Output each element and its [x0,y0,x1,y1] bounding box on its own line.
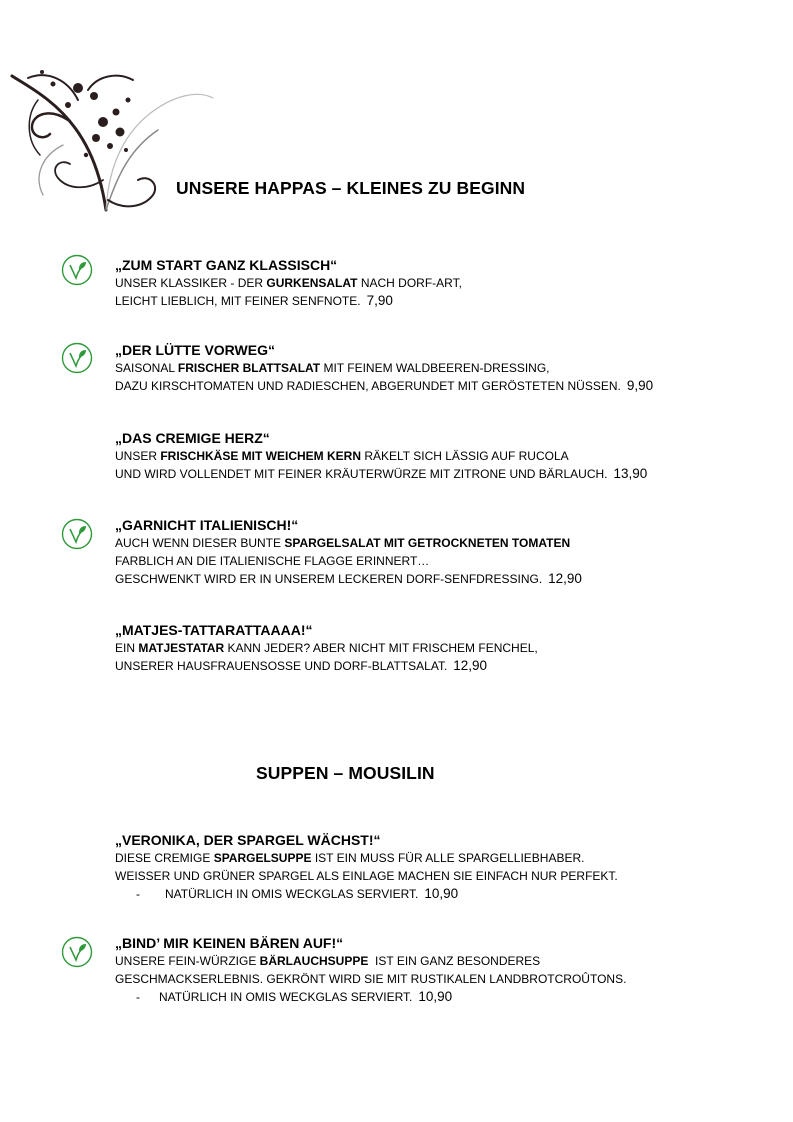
item-description-line: UNSER KLASSIKER - DER GURKENSALAT NACH DORF-ART, [115,276,462,290]
item-description-line: AUCH WENN DIESER BUNTE SPARGELSALAT MIT GETROCKNETEN TOMATEN [115,536,571,550]
item-title: „MATJES-TATTARATTAAAA!“ [115,622,313,638]
item-description-line: UNSERER HAUSFRAUENSOSSE UND DORF-BLATTSALAT. 12,90 [115,658,488,673]
menu-item-garnicht-italienisch [115,517,755,588]
item-price: 9,90 [626,378,654,393]
item-title: „DER LÜTTE VORWEG“ [115,342,275,358]
menu-item-das-cremige-herz [115,430,755,483]
menu-item-matjes-tattarattaaaa [115,622,755,675]
menu-item-veronika-spargel [115,832,755,903]
item-title: „BIND’ MIR KEINEN BÄREN AUF!“ [115,935,344,951]
vegetarian-leaf-icon [61,936,93,968]
section-title-happas: UNSERE HAPPAS – KLEINES ZU BEGINN [176,178,526,198]
vegetarian-leaf-icon [61,254,93,286]
bullet-dash: - [136,887,140,901]
item-description-line: GESCHMACKSERLEBNIS. GEKRÖNT WIRD SIE MIT RUSTIKALEN LANDBROTCROÛTONS. [115,972,627,986]
menu-item-der-luette-vorweg [115,342,755,395]
item-title: „ZUM START GANZ KLASSISCH“ [115,257,338,273]
item-price: 10,90 [424,886,459,901]
item-description-line: - NATÜRLICH IN OMIS WECKGLAS SERVIERT. 10,90 [115,885,755,903]
item-description-line: WEISSER UND GRÜNER SPARGEL ALS EINLAGE MACHEN SIE EINFACH NUR PERFEKT. [115,869,618,883]
item-price: 12,90 [548,571,582,586]
item-description-line: FARBLICH AN DIE ITALIENISCHE FLAGGE ERINNERT… [115,554,430,568]
item-description-line: DAZU KIRSCHTOMATEN UND RADIESCHEN, ABGERUNDET MIT GERÖSTETEN NÜSSEN. 9,90 [115,378,654,393]
vegetarian-leaf-icon [61,342,93,374]
item-description-line: UND WIRD VOLLENDET MIT FEINER KRÄUTERWÜRZE MIT ZITRONE UND BÄRLAUCH. 13,90 [115,466,648,481]
item-description-line: EIN MATJESTATAR KANN JEDER? ABER NICHT MIT FRISCHEM FENCHEL, [115,641,538,655]
item-price: 10,90 [418,989,453,1004]
item-title: „VERONIKA, DER SPARGEL WÄCHST!“ [115,832,381,848]
item-description-line: UNSERE FEIN-WÜRZIGE BÄRLAUCHSUPPE IST EIN GANZ BESONDERES [115,954,541,968]
bullet-dash: - [136,990,140,1004]
item-description-line: UNSER FRISCHKÄSE MIT WEICHEM KERN RÄKELT SICH LÄSSIG AUF RUCOLA [115,449,569,463]
item-description-line: LEICHT LIEBLICH, MIT FEINER SENFNOTE. 7,90 [115,293,393,308]
item-price: 12,90 [453,658,488,673]
vegetarian-leaf-icon [61,518,93,550]
item-title: „DAS CREMIGE HERZ“ [115,430,270,446]
menu-item-bind-mir-keinen-baeren-auf [115,935,755,1006]
item-title: „GARNICHT ITALIENISCH!“ [115,517,299,533]
section-title-suppen: SUPPEN – MOUSILIN [256,763,435,783]
item-price: 13,90 [613,466,648,481]
item-description-line: GESCHWENKT WIRD ER IN UNSEREM LECKEREN DORF-SENFDRESSING. 12,90 [115,571,582,586]
item-price: 7,90 [366,293,393,308]
item-description-line: SAISONAL FRISCHER BLATTSALAT MIT FEINEM WALDBEEREN-DRESSING, [115,361,550,375]
item-description-line: - NATÜRLICH IN OMIS WECKGLAS SERVIERT. 10,90 [115,988,755,1006]
item-description-line: DIESE CREMIGE SPARGELSUPPE IST EIN MUSS FÜR ALLE SPARGELLIEBHABER. [115,851,585,865]
menu-item-zum-start [115,257,755,310]
